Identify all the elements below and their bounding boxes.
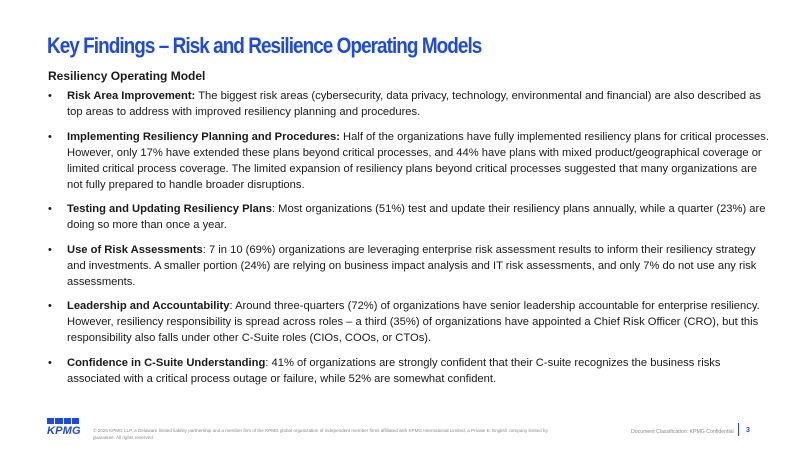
footer-divider [738,423,739,436]
finding-text: : 7 in 10 (69%) organizations are leveraging enterprise risk assessment results to inform their resiliency strategy and investments. A smaller portion (24%) are relying on business impact analysis and IT risk assessments, and only 7% do not use any risk assessments. [67,243,757,288]
finding-item [48,129,773,193]
kpmg-logo [47,425,81,437]
section-subtitle: Resiliency Operating Model [48,69,206,83]
page-number: 3 [746,427,750,434]
logo-bars-icon [47,418,79,424]
bullet-icon: • [48,130,52,143]
finding-heading: Implementing Resiliency Planning and Procedures: [67,130,340,143]
bullet-icon: • [48,300,52,312]
finding-heading: Confidence in C-Suite Understanding [67,356,266,369]
bullet-icon: • [48,203,52,215]
finding-heading: Testing and Updating Resiliency Plans [67,203,272,215]
finding-heading: Leadership and Accountability [67,300,230,312]
bullet-icon: • [48,243,52,256]
finding-item [48,201,773,233]
finding-item [48,298,773,346]
finding-heading: Risk Area Improvement: [67,90,196,102]
logo-text: KPMG [47,425,81,437]
finding-text: Half of the organizations have fully implemented resiliency plans for critical processes. However, only 17% have extended these plans beyond critical processes, and 44% have plans with mixed product/geographical coverage or limited critical process coverage. The limited expansion of resiliency plans beyond critical processes suggested that many organizations are not fully prepared to handle broader disruptions. [67,130,769,191]
finding-text: : Most organizations (51%) test and update their resiliency plans annually, while a quarter (23%) are doing so more than once a year. [67,203,766,231]
finding-item [48,242,773,290]
legal-notice: © 2025 KPMG LLP, a Delaware limited liability partnership and a member firm of the KPMG global organization of independent member firms affiliated with KPMG International Limited, a Private E. English company limited by guarantee. All rights reserved. [93,428,548,440]
finding-text: The biggest risk areas (cybersecurity, data privacy, technology, environmental and financial) are also described as top areas to address with improved resiliency planning and procedures. [67,90,761,118]
finding-heading: Use of Risk Assessments [67,243,203,256]
finding-item [48,88,773,120]
slide-title: Key Findings – Risk and Resilience Operating Models [47,33,482,58]
finding-text: : Around three-quarters (72%) of organizations have senior leadership accountable for enterprise resiliency. However, resiliency responsibility is spread across roles – a third (35%) of organizations have appointed a Chief Risk Officer (CRO), but this responsibility also falls under other C-Suite roles (CIOs, COOs, or CTOs). [67,300,760,344]
findings-list [48,88,773,395]
bullet-icon: • [48,356,52,369]
finding-text: : 41% of organizations are strongly confident that their C-suite recognizes the business risks associated with a critical process outage or failure, while 52% are somewhat confident. [67,356,721,385]
finding-item [48,355,773,387]
document-classification: Document Classification: KPMG Confidential [631,429,734,435]
bullet-icon: • [48,90,52,102]
